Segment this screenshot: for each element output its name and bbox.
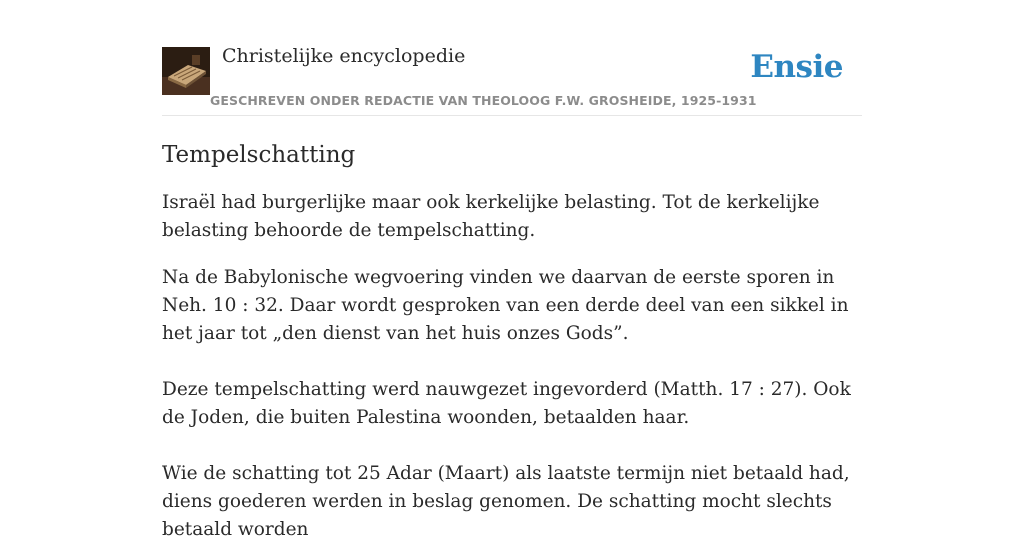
book-subtitle: GESCHREVEN ONDER REDACTIE VAN THEOLOOG F.W. GROSHEIDE, 1925-1931	[210, 93, 757, 108]
article-paragraph: Israël had burgerlijke maar ook kerkelijke belasting. Tot de kerkelijke belasting behoorde de tempelschatting.	[162, 192, 820, 241]
article-title: Tempelschatting	[162, 142, 356, 168]
book-photo-icon[interactable]	[162, 47, 210, 95]
article-paragraph: Deze tempelschatting werd nauwgezet ingevorderd (Matth. 17 : 27). Ook de Joden, die buiten Palestina woonden, betaalden haar.	[162, 379, 851, 428]
article-paragraph: Na de Babylonische wegvoering vinden we daarvan de eerste sporen in Neh. 10 : 32. Daar wordt gesproken van een derde deel van een sikkel in het jaar tot „den dienst van het huis onzes Gods”.	[162, 267, 849, 344]
site-header	[162, 0, 862, 116]
ensie-logo-link[interactable]: Ensie	[750, 49, 843, 85]
content-column	[162, 0, 862, 544]
book-title[interactable]: Christelijke encyclopedie	[222, 45, 466, 67]
article-paragraph: Wie de schatting tot 25 Adar (Maart) als laatste termijn niet betaald had, diens goederen werden in beslag genomen. De schatting mocht slechts betaald worden	[162, 463, 850, 540]
